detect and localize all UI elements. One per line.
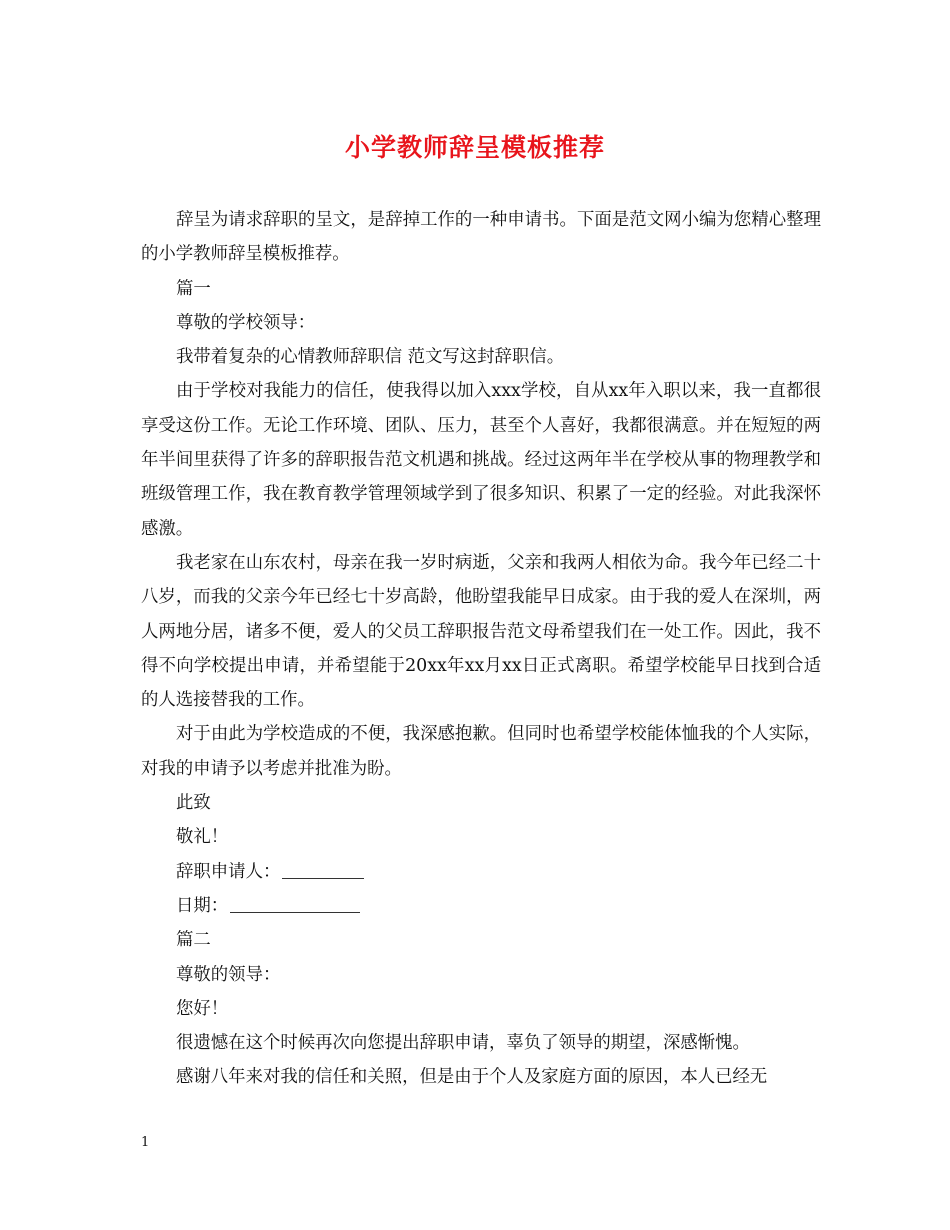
- section1-regards: 敬礼！: [176, 827, 229, 848]
- section1-closing: 此致: [176, 793, 211, 814]
- section1-paragraph-1: 我带着复杂的心情教师辞职信 范文写这封辞职信。: [176, 347, 565, 368]
- section1-paragraph-2: 由于学校对我能力的信任，使我得以加入xxx学校，自从xx年入职以来，我一直都很享受这份工作。无论工作环境、团队、压力，甚至个人喜好，我都很满意。并在短短的两年半间里获得了许多的辞职报告范文机遇和挑战。经过这两年半在学校从事的物理教学和班级管理工作，我在教育教学管理领域学到了很多知识、积累了一定的经验。对此我深怀感激。: [141, 381, 821, 539]
- section1-paragraph-3: 我老家在山东农村，母亲在我一岁时病逝，父亲和我两人相依为命。我今年已经二十八岁，而我的父亲今年已经七十岁高龄，他盼望我能早日成家。由于我的爱人在深圳，两人两地分居，诸多不便，爱人的父员工辞职报告范文母希望我们在一处工作。因此，我不得不向学校提出申请，并希望能于20xx年xx月xx日正式离职。希望学校能早日找到合适的人选接替我的工作。: [141, 552, 821, 711]
- page-number: 1: [141, 1135, 150, 1150]
- document-body: [141, 203, 821, 1095]
- section2-heading: 篇二: [176, 930, 211, 951]
- date-blank-line: [230, 895, 360, 913]
- section2-greeting: 您好！: [176, 998, 229, 1019]
- section2-paragraph-1: 很遗憾在这个时候再次向您提出辞职申请，辜负了领导的期望，深感惭愧。: [176, 1033, 750, 1054]
- section2-paragraph-2: 感谢八年来对我的信任和关照，但是由于个人及家庭方面的原因，本人已经无: [176, 1067, 768, 1088]
- section1-paragraph-4: 对于由此为学校造成的不便，我深感抱歉。但同时也希望学校能体恤我的个人实际，对我的申请予以考虑并批准为盼。: [141, 724, 821, 779]
- applicant-signature-line: [141, 855, 821, 889]
- date-line: [141, 889, 821, 923]
- section1-heading: 篇一: [176, 278, 211, 299]
- intro-paragraph: 辞呈为请求辞职的呈文，是辞掉工作的一种申请书。下面是范文网小编为您精心整理的小学教师辞呈模板推荐。: [141, 210, 821, 265]
- applicant-blank-line: [282, 861, 364, 879]
- applicant-label: 辞职申请人：: [176, 861, 281, 882]
- document-title: 小学教师辞呈模板推荐: [344, 133, 605, 162]
- date-label: 日期：: [176, 895, 229, 916]
- section2-salutation: 尊敬的领导：: [176, 964, 281, 985]
- section1-salutation: 尊敬的学校领导：: [176, 312, 316, 333]
